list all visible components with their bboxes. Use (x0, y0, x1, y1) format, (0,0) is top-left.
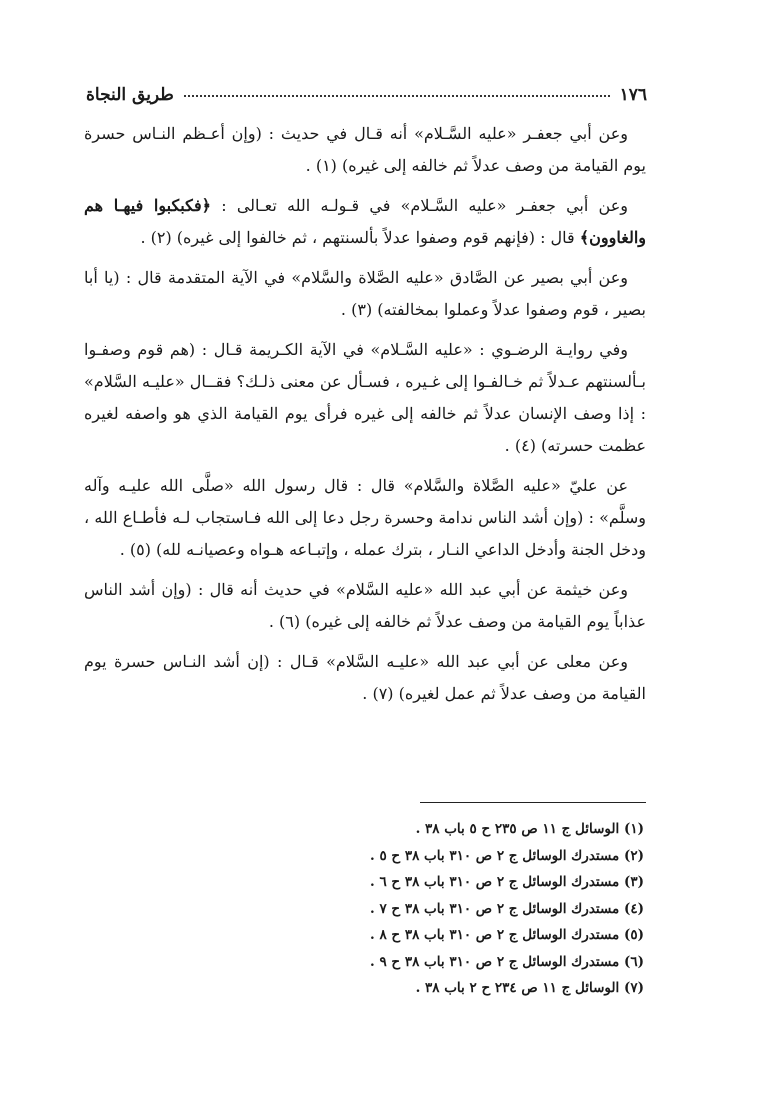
footnotes (150, 816, 644, 1002)
main-text (84, 118, 646, 718)
page-number: ١٧٦ (619, 85, 647, 105)
running-header (86, 80, 647, 104)
paragraph: عن عليّ «عليه الصَّلاة والسَّلام» قال : قال رسول الله «صلَّى الله عليـه وآله وسلَّم» : (وإن أشد الناس ندامة وحسرة رجل دعا إلى الله فـاستجاب لـه فأطـاع الله ، ودخل الجنة وأدخل الداعي النـار ، بترك عمله ، وإتبـاعه هـواه وعصيانـه لله) (٥) . (84, 476, 646, 559)
running-title: طريق النجاة (86, 85, 174, 105)
leader-dots (184, 95, 610, 97)
paragraph: وفي روايـة الرضـوي : «عليه السَّـلام» في الآية الكـريمة قـال : (هم قوم وصفـوا بـألسنتهم عـدلاً ثم خـالفـوا إلى غـيره ، فسـأل عن معنى ذلـك؟ فقــال «عليـه السَّلام» : إذا وصف الإنسان عدلاً ثم خالفه إلى غيره فرأى يوم القيامة الذي هو واصفه لغيره عظمت حسرته) (٤) . (84, 340, 647, 455)
paragraph: وعن أبي جعفـر «عليه السَّـلام» أنه قـال في حديث : (وإن أعـظم النـاس حسرة يوم القيامة من وصف عدلاً ثم خالفه إلى غيره) (١) . (84, 124, 646, 175)
footnote: (٦) مستدرك الوسائل ج ٢ ص ٣١٠ باب ٣٨ ح ٩ . (370, 953, 644, 970)
paragraph: وعن معلى عن أبي عبد الله «عليـه السَّلام» قـال : (إن أشد النـاس حسرة يوم القيامة من وصف عدلاً ثم عمل لغيره) (٧) . (84, 652, 646, 703)
footnote: (٧) الوسائل ج ١١ ص ٢٣٤ ح ٢ باب ٣٨ . (415, 980, 644, 996)
footnote-separator (420, 802, 646, 803)
paragraph-text: قال : (فإنهم قوم وصفوا عدلاً بألسنتهم ، ثم خالفوا إلى غيره) (٢) . (140, 228, 580, 247)
footnote: (٤) مستدرك الوسائل ج ٢ ص ٣١٠ باب ٣٨ ح ٧ . (370, 900, 644, 917)
paragraph-text: وعن أبي جعفـر «عليه السَّـلام» في قـولـه الله تعـالى : (211, 196, 629, 215)
footnote: (١) الوسائل ج ١١ ص ٢٣٥ ح ٥ باب ٣٨ . (415, 821, 644, 837)
paragraph: وعن أبي بصير عن الصَّادق «عليه الصَّلاة والسَّلام» في الآية المتقدمة قال : (يا أبا بصير ، قوم وصفوا عدلاً وعملوا بمخالفته) (٣) . (84, 268, 646, 319)
quran-verse: ﴿فكبكبوا فيهـا هم والغاوون﴾ (84, 196, 646, 247)
paragraph: وعن خيثمة عن أبي عبد الله «عليه السَّلام» في حديث أنه قال : (وإن أشد الناس عذاباً يوم القيامة من وصف عدلاً ثم خالفه إلى غيره) (٦) . (84, 580, 646, 631)
footnote: (٢) مستدرك الوسائل ج ٢ ص ٣١٠ باب ٣٨ ح ٥ . (370, 847, 644, 864)
footnote: (٣) مستدرك الوسائل ج ٢ ص ٣١٠ باب ٣٨ ح ٦ . (370, 874, 644, 890)
footnote: (٥) مستدرك الوسائل ج ٢ ص ٣١٠ باب ٣٨ ح ٨ . (370, 927, 644, 943)
paragraph (84, 190, 646, 254)
